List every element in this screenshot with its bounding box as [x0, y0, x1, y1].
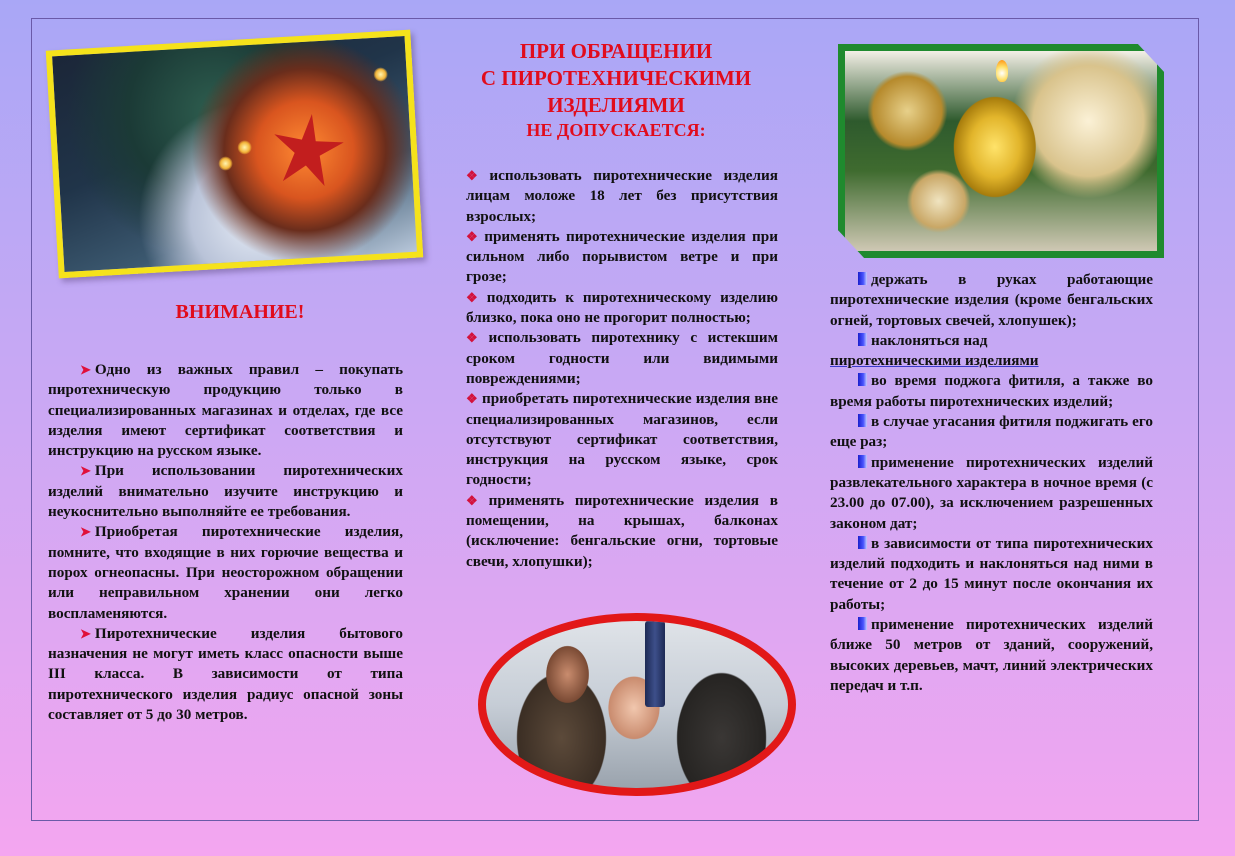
- arrow-bullet-icon: ➤: [80, 362, 91, 377]
- left-paragraph: ➤ При использовании пиротехнических изделий внимательно изучите инструкцию и неукоснительно выполняйте ее требования.: [48, 462, 403, 521]
- diamond-bullet-icon: ❖: [466, 168, 486, 183]
- prohibited-item: ❖ подходить к пиротехническому изделию близко, пока оно не прогорит полностью;: [466, 288, 778, 327]
- diamond-bullet-icon: ❖: [466, 391, 478, 407]
- square-bullet-icon: [858, 373, 867, 386]
- square-bullet-icon: [858, 272, 867, 285]
- prohibited-item: ❖ использовать пиротехнические изделия лицам моложе 18 лет без присутствия взрослых;: [466, 167, 779, 225]
- attention-heading: ВНИМАНИЕ!: [175, 301, 305, 323]
- prohibited-item: держать в руках работающие пиротехнические изделия (кроме бенгальских огней, тортовых свечей, хлопушек);: [830, 271, 1153, 329]
- square-bullet-icon: [858, 333, 867, 346]
- prohibited-item: ❖ применять пиротехнические изделия при сильном либо порывистом ветре и при грозе;: [466, 227, 779, 286]
- prohibited-item: применение пиротехнических изделий развлекательного характера в ночное время (с 23.00 до 07.00), за исключением разрешенных законом дат;: [830, 453, 1153, 532]
- fireworks-people-photo: [478, 613, 796, 796]
- prohibited-item: ❖ применять пиротехнические изделия в помещении, на крышах, балконах (исключение: бенгальские огни, тортовые свечи, хлопушки);: [466, 491, 779, 570]
- square-bullet-icon: [858, 455, 867, 468]
- left-paragraph: ➤ Пиротехнические изделия бытового назначения не могут иметь класс опасности выше III класса. В зависимости от типа пиротехнического изделия радиус опасной зоны составляет от 5 до 30 метров.: [48, 624, 403, 724]
- diamond-bullet-icon: ❖: [466, 289, 483, 305]
- left-column: [48, 360, 403, 725]
- prohibited-item: применение пиротехнических изделий ближе 50 метров от зданий, сооружений, высоких деревьев, мачт, линий электрических передач и т.п.: [830, 616, 1153, 694]
- diamond-bullet-icon: ❖: [466, 228, 481, 244]
- square-bullet-icon: [858, 536, 867, 549]
- left-paragraph: ➤ Приобретая пиротехнические изделия, помните, что входящие в них горючие вещества и порох огнеопасны. При неосторожном обращении или неправильном хранении они легко воспламеняются.: [48, 523, 403, 622]
- red-star-ornament: [269, 110, 347, 188]
- prohibited-item: во время поджога фитиля, а также во время работы пиротехнических изделий;: [830, 372, 1153, 410]
- arrow-bullet-icon: ➤: [80, 524, 91, 540]
- diamond-bullet-icon: ❖: [466, 492, 485, 508]
- candle-wreath-photo: [838, 44, 1164, 258]
- prohibited-item: в зависимости от типа пиротехнических изделий подходить и наклоняться над ними в течение от 2 до 15 минут после окончания их работы;: [830, 534, 1153, 613]
- right-column: [830, 270, 1153, 696]
- diamond-bullet-icon: ❖: [466, 330, 485, 346]
- square-bullet-icon: [858, 617, 867, 630]
- christmas-ornament-photo: [46, 30, 424, 279]
- left-paragraph: ➤ Одно из важных правил – покупать пиротехническую продукцию только в специализированных магазинах и отделах, где все изделия имеют сертификат соответствия и инструкцию на русском языке.: [48, 361, 403, 460]
- arrow-bullet-icon: ➤: [80, 463, 91, 479]
- candle-flame: [996, 60, 1008, 82]
- prohibited-item: в случае угасания фитиля поджигать его еще раз;: [830, 413, 1153, 451]
- square-bullet-icon: [858, 414, 867, 427]
- arrow-bullet-icon: ➤: [80, 625, 91, 641]
- middle-title: ПРИ ОБРАЩЕНИИ С ПИРОТЕХНИЧЕСКИМИ ИЗДЕЛИЯМИ НЕ ДОПУСКАЕТСЯ:: [450, 38, 782, 141]
- bokeh-light: [218, 156, 233, 171]
- middle-subtitle: НЕ ДОПУСКАЕТСЯ:: [526, 120, 706, 140]
- bokeh-light: [237, 140, 252, 155]
- underlined-phrase: пиротехническими изделиями: [830, 352, 1039, 370]
- prohibited-item: наклоняться над: [830, 331, 1153, 351]
- bokeh-light: [373, 67, 388, 82]
- prohibited-item: ❖ приобретать пиротехнические изделия вне специализированных магазинов, если отсутствуют сертификат соответствия, инструкция на русском языке, срок годности;: [466, 390, 779, 489]
- firework-rocket: [645, 621, 665, 707]
- prohibited-item: ❖ использовать пиротехнику с истекшим сроком годности или видимыми повреждениями;: [466, 329, 779, 387]
- middle-column: [466, 166, 778, 572]
